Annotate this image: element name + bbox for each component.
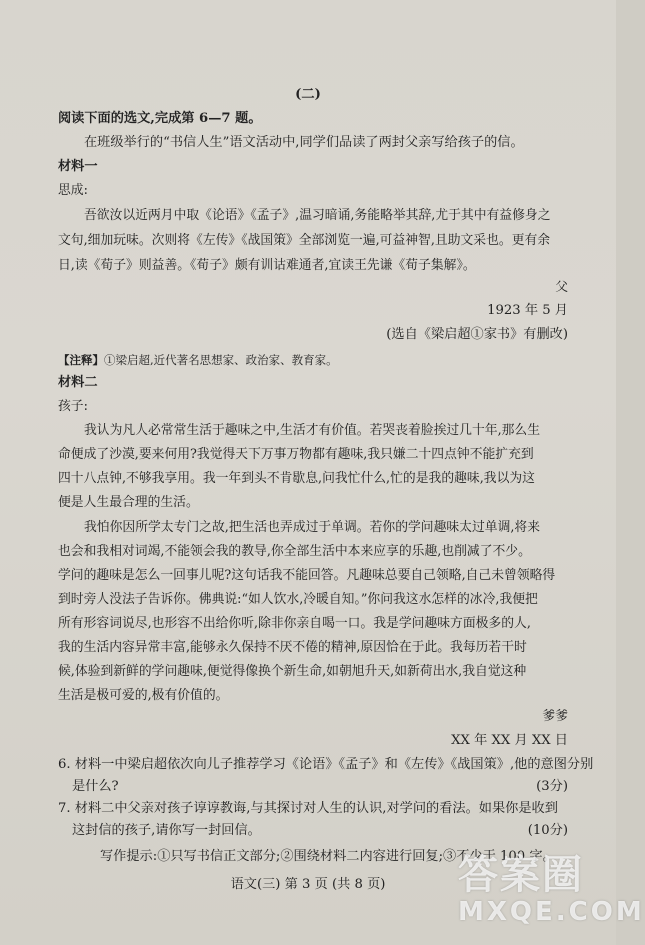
material1-line: 吾欲汝以近两月中取《论语》《孟子》,温习暗诵,务能略举其辞,尤于其中有益修身之 [84, 208, 551, 223]
watermark [458, 852, 645, 933]
material2-salutation: 孩子: [58, 399, 88, 414]
question-7-line1: 7. 材料二中父亲对孩子谆谆教诲,与其探讨对人生的认识,对学问的看法。如果你是收到 [58, 801, 558, 816]
question-6-score: (3分) [536, 779, 568, 794]
material2-line: 学问的趣味是怎么一回事儿呢?这句话我不能回答。凡趣味总要自己领略,自己未曾领略得 [58, 568, 556, 583]
material2-line: 我怕你因所学太专门之故,把生活也弄成过于单调。若你的学问趣味太过单调,将来 [84, 520, 541, 535]
material2-line: 我的生活内容异常丰富,能够永久保持不厌不倦的精神,原因恰在于此。我每历若干时 [58, 640, 527, 655]
question-6-line2: 是什么? [72, 779, 119, 794]
material1-signature: 父 [555, 280, 568, 295]
material2-signature: 爹爹 [542, 709, 568, 724]
page-footer: 语文(三) 第 3 页 (共 8 页) [230, 877, 386, 892]
annotation [58, 350, 338, 370]
writing-hint: 写作提示:①只写书信正文部分;②围绕材料二内容进行回复;③不少于 100 字。 [100, 849, 556, 864]
question-7-score: (10分) [527, 823, 568, 838]
intro-text: 在班级举行的“书信人生”语文活动中,同学们品读了两封父亲写给孩子的信。 [84, 135, 524, 150]
material2-line: 到时旁人没法子告诉你。佛典说:“如人饮水,冷暖自知。”你问我这水怎样的冰冷,我便把 [58, 592, 538, 607]
material2-line: 命便成了沙漠,要来何用?我觉得天下万事万物都有趣味,我只嫌二十四点钟不能扩充到 [58, 447, 534, 462]
material2-line: 生活是极可爱的,极有价值的。 [58, 688, 229, 703]
material1-salutation: 思成: [58, 183, 88, 198]
annotation-text: ①梁启超,近代著名思想家、政治家、教育家。 [104, 353, 338, 367]
instruction: 阅读下面的选文,完成第 6—7 题。 [58, 111, 262, 126]
material2-heading: 材料二 [58, 375, 98, 390]
watermark-url: MXQE.COM [458, 897, 645, 927]
question-7-line2: 这封信的孩子,请你写一封回信。 [72, 823, 261, 838]
material2-line: 便是人生最合理的生活。 [58, 495, 199, 510]
section-title: (二) [295, 87, 321, 102]
annotation-label: 【注释】 [58, 353, 104, 367]
material1-date: 1923 年 5 月 [487, 303, 568, 318]
question-6-line1: 6. 材料一中梁启超依次向儿子推荐学习《论语》《孟子》和《左传》《战国策》,他的意图分别 [58, 757, 594, 772]
material1-line: 文句,细加玩味。次则将《左传》《战国策》全部浏览一遍,可益神智,且助文采也。更有余 [58, 233, 551, 248]
watermark-logo-text: 答案圈 [458, 852, 584, 898]
material2-line: 候,体验到新鲜的学问趣味,便觉得像换个新生命,如朝旭升天,如新荷出水,我自觉这种 [58, 664, 527, 679]
material1-heading: 材料一 [58, 159, 98, 174]
material2-line: 我认为凡人必常常生活于趣味之中,生活才有价值。若哭丧着脸挨过几十年,那么生 [84, 423, 541, 438]
material2-line: 四十八点钟,不够我享用。我一年到头不肯歇息,问我忙什么,忙的是我的趣味,我以为这 [58, 471, 535, 486]
material1-line: 日,读《荀子》则益善。《荀子》颇有训诂难通者,宜读王先谦《荀子集解》。 [58, 258, 476, 273]
material2-line: 所有形容词说尽,也形容不出给你听,除非你亲自喝一口。我是学问趣味方面极多的人, [58, 616, 531, 631]
material2-date: XX 年 XX 月 XX 日 [451, 733, 568, 748]
material1-source: (选自《梁启超①家书》有删改) [386, 327, 568, 342]
material2-line: 也会和我相对词竭,不能领会我的教导,你全部生活中本来应享的乐趣,也削减了不少。 [58, 544, 531, 559]
